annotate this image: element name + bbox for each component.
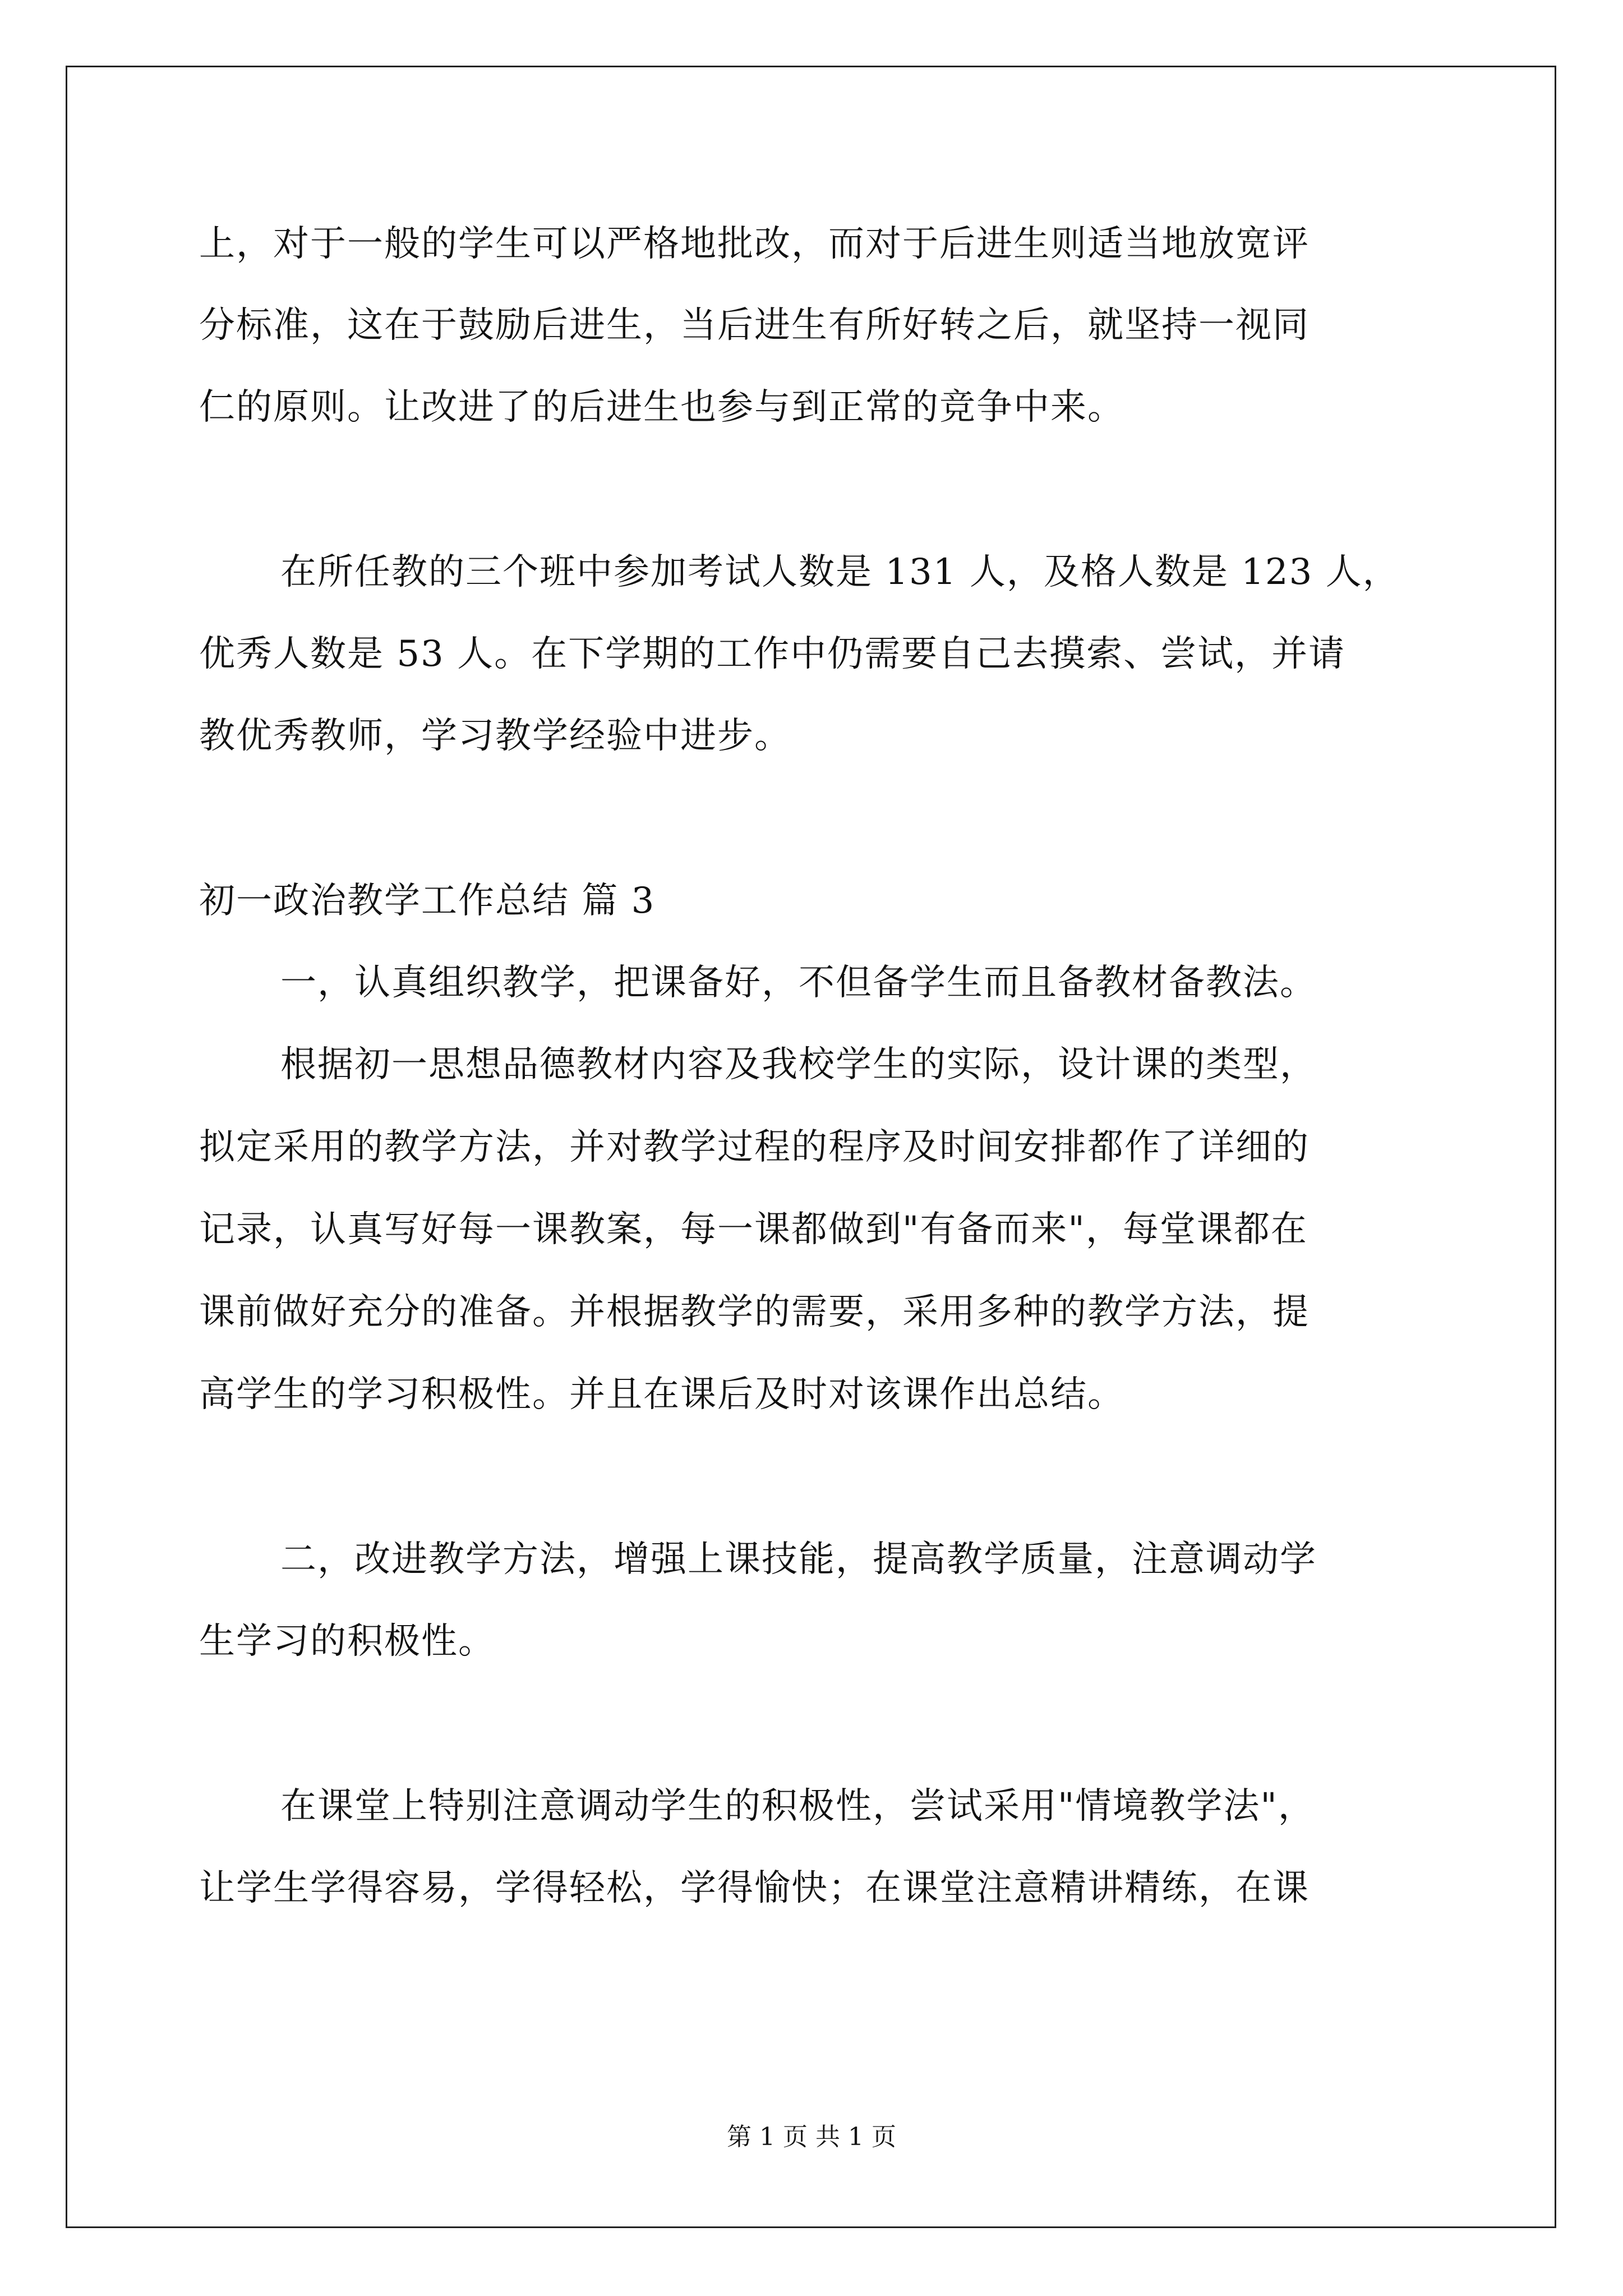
text-line: 在课堂上特别注意调动学生的积极性，尝试采用"情境教学法"， bbox=[280, 1786, 1315, 1827]
text-line: 仁的原则。让改进了的后进生也参与到正常的竞争中来。 bbox=[199, 386, 1124, 428]
text-line: 记录，认真写好每一课教案，每一课都做到"有备而来"，每堂课都在 bbox=[199, 1209, 1308, 1250]
text-line: 分标准，这在于鼓励后进生，当后进生有所好转之后，就坚持一视同 bbox=[199, 305, 1310, 346]
text-line: 二，改进教学方法，增强上课技能，提高教学质量，注意调动学 bbox=[280, 1539, 1317, 1580]
text-line: 在所任教的三个班中参加考试人数是 131 人，及格人数是 123 人， bbox=[280, 551, 1400, 593]
text-line: 生学习的积极性。 bbox=[199, 1621, 495, 1662]
text-line: 一，认真组织教学，把课备好，不但备学生而且备教材备教法。 bbox=[280, 962, 1317, 1004]
text-line: 根据初一思想品德教材内容及我校学生的实际，设计课的类型， bbox=[280, 1044, 1317, 1085]
text-line: 课前做好充分的准备。并根据教学的需要，采用多种的教学方法，提 bbox=[199, 1291, 1310, 1333]
section-heading: 初一政治教学工作总结 篇 3 bbox=[199, 880, 656, 922]
page-number-footer: 第 1 页 共 1 页 bbox=[727, 2123, 896, 2151]
text-line: 优秀人数是 53 人。在下学期的工作中仍需要自己去摸索、尝试，并请 bbox=[199, 633, 1346, 675]
text-line: 教优秀教师，学习教学经验中进步。 bbox=[199, 715, 791, 757]
text-line: 拟定采用的教学方法，并对教学过程的程序及时间安排都作了详细的 bbox=[199, 1126, 1310, 1168]
text-line: 上，对于一般的学生可以严格地批改，而对于后进生则适当地放宽评 bbox=[199, 223, 1310, 265]
text-line: 高学生的学习积极性。并且在课后及时对该课作出总结。 bbox=[199, 1374, 1124, 1415]
text-line: 让学生学得容易，学得轻松，学得愉快；在课堂注意精讲精练，在课 bbox=[199, 1867, 1310, 1909]
